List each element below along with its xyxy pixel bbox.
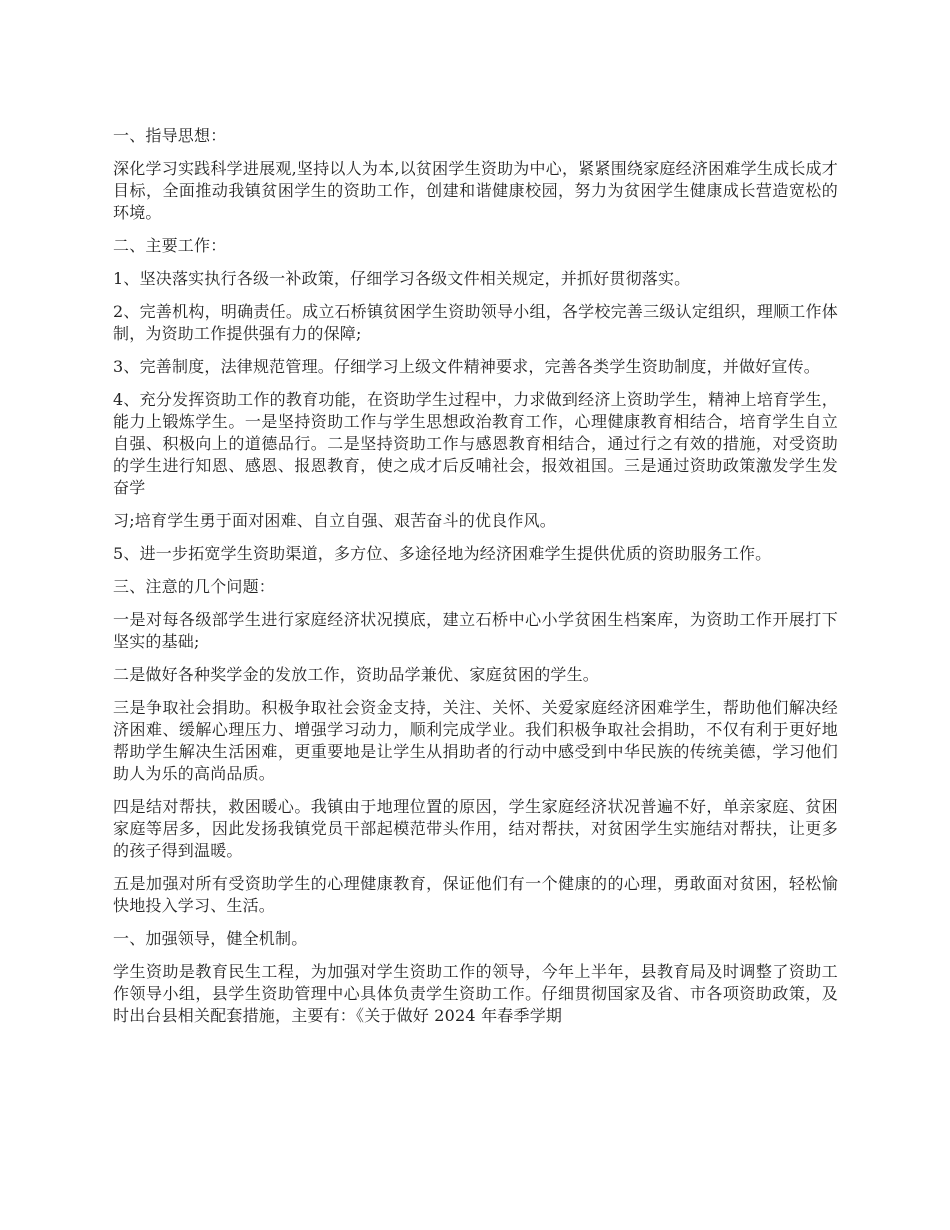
paragraph-note-4: 四是结对帮扶，救困暖心。我镇由于地理位置的原因，学生家庭经济状况普遍不好，单亲家庭、贫困家庭等居多，因此发扬我镇党员干部起模范带头作用，结对帮扶，对贫困学生实施结对帮扶，让更多的孩子得到温暖。 — [113, 797, 838, 860]
paragraph-note-2: 二是做好各种奖学金的发放工作，资助品学兼优、家庭贫困的学生。 — [113, 665, 600, 684]
paragraph-work-item-1: 1、坚决落实执行各级一补政策，仔细学习各级文件相关规定，并抓好贯彻落实。 — [113, 269, 691, 288]
paragraph-note-5: 五是加强对所有受资助学生的心理健康教育，保证他们有一个健康的的心理，勇敢面对贫困，轻松愉快地投入学习、生活。 — [113, 874, 838, 915]
section-heading-guiding-ideology: 一、指导思想： — [113, 126, 227, 145]
section-heading-notes: 三、注意的几个问题： — [113, 577, 276, 596]
paragraph-work-item-4-continued: 习;培育学生勇于面对困难、自立自强、艰苦奋斗的优良作风。 — [113, 511, 556, 530]
paragraph-note-3: 三是争取社会捐助。积极争取社会资金支持，关注、关怀、关爱家庭经济困难学生，帮助他们解决经济困难、缓解心理压力、增强学习动力，顺利完成学业。我们积极争取社会捐助，不仅有利于更好地帮助学生解决生活困难，更重要地是让学生从捐助者的行动中感受到中华民族的传统美德，学习他们助人为乐的高尚品质。 — [113, 698, 838, 783]
paragraph-guiding-ideology: 深化学习实践科学进展观,坚持以人为本,以贫困学生资助为中心，紧紧围绕家庭经济困难学生成长成才目标，全面推动我镇贫困学生的资助工作，创建和谐健康校园，努力为贫困学生健康成长营造宽松的环境。 — [113, 159, 838, 222]
paragraph-work-item-4: 4、充分发挥资助工作的教育功能，在资助学生过程中，力求做到经济上资助学生，精神上培育学生，能力上锻炼学生。一是坚持资助工作与学生思想政治教育工作，心理健康教育相结合，培育学生自立自强、积极向上的道德品行。二是坚持资助工作与感恩教育相结合，通过行之有效的措施，对受资助的学生进行知恩、感恩、报恩教育，使之成才后反哺社会，报效祖国。三是通过资助政策激发学生发奋学 — [113, 390, 838, 497]
paragraph-work-item-5: 5、进一步拓宽学生资助渠道，多方位、多途径地为经济困难学生提供优质的资助服务工作。 — [113, 544, 772, 563]
paragraph-work-item-2: 2、完善机构，明确责任。成立石桥镇贫困学生资助领导小组，各学校完善三级认定组织，理顺工作体制，为资助工作提供强有力的保障; — [113, 302, 838, 343]
section-heading-main-work: 二、主要工作： — [113, 236, 227, 255]
paragraph-leadership: 学生资助是教育民生工程，为加强对学生资助工作的领导，今年上半年，县教育局及时调整了资助工作领导小组，县学生资助管理中心具体负责学生资助工作。仔细贯彻国家及省、市各项资助政策，及时出台县相关配套措施，主要有：《关于做好 2024 年春季学期 — [113, 962, 838, 1025]
paragraph-note-1: 一是对每各级部学生进行家庭经济状况摸底，建立石桥中心小学贫困生档案库，为资助工作开展打下坚实的基础; — [113, 610, 838, 651]
paragraph-work-item-3: 3、完善制度，法律规范管理。仔细学习上级文件精神要求，完善各类学生资助制度，并做好宣传。 — [113, 357, 820, 376]
section-heading-leadership: 一、加强领导，健全机制。 — [113, 929, 308, 948]
document-body — [113, 125, 838, 1038]
